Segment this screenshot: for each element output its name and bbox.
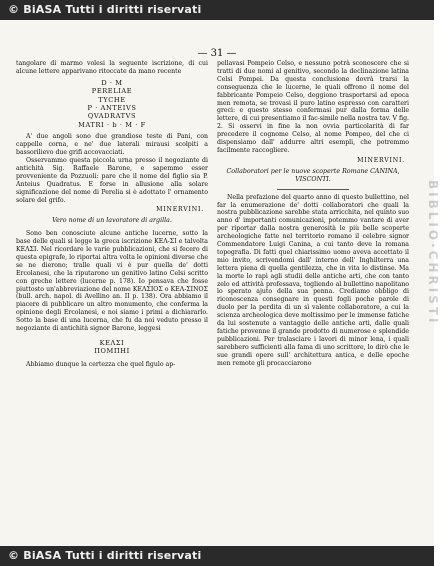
paragraph: Sono ben conosciute alcune antiche lucerne, sotto la base delle quali si legge la greca iscrizione ΚΕΛ-ΣΙ e talvolta ΚΕΛΣΙ. Nel ricordare le varie pubblicazioni, che si fecero di questa epigrafe, lo riportai altra volta le opinioni diverse che se ne dierono; tralle quali vi è pur quella de' dotti Ercolanesi, che la riputarono un genitivo latino Celsi scritto con greche lettere (lucerne p. 178). Io pensava che fosse piuttosto un'abbreviazione del nome ΚΕΛΣΙΟΣ o ΚΕΛ-ΣΙΝΟΣ (bull. arch. napol. di Avellino an. II p. 138). Ora abbiamo il piacere di pubblicare un altro monumento, che conferma la opinione degli Ercolanesi, e noi siamo i primi a dichiararlo. Sotto la base di una lucerna, che fu da noi veduto presso il negoziante di antichità signor Barone, leggesi <box>16 230 208 333</box>
inscription-line: ΚΕΛΣΙ <box>99 339 125 347</box>
copyright-text: © BiASA Tutti i diritti riservati <box>8 3 202 16</box>
copyright-text: © BiASA Tutti i diritti riservati <box>8 549 202 562</box>
paragraph: Osservammo questa piccola urna presso il negoziante di antichità Sig. Raffaele Barone, e sapemmo esser provveniente da Pozzuoli: pare che il nome del figlio sia P. Anteius Quadratus. E forse in allusione alla solare significazione del nome di Perelia si è adottato l' ornamento solare del grifo. <box>16 156 208 204</box>
article-title: Vero nome di un lavoratore di argilla. <box>52 217 172 225</box>
left-column <box>16 60 208 369</box>
author-signature: MINERVINI. <box>357 156 405 164</box>
inscription-line: TYCHE <box>98 95 126 104</box>
paragraph: A' due angoli sono due grandiose teste di Pani, con cappelle corna, e ne' due laterali mirausi scolpiti a bassorilievo due grifi accovacciati. <box>16 133 208 157</box>
page-number: — 31 — <box>197 48 237 59</box>
inscription-line: ΠΟΜΠΗΙ <box>94 347 130 356</box>
paragraph: Nella prefazione del quarto anno di questo bullettino, nel far la enumerazione de' dotti collaboratori che quali la nostra pubblicazione sarebbe stata arricchita, nel quinto suo anno d' importanti comunicazioni, potemmo vantare di aver per riportar dalla nostra generosità le più belle scoperte archeologiche fatte nel territorio romano il celebre signor Commendatore Luigi Canina, a cui tanto deve la romana topografia. Di fatti quel chiarissimo uomo aveva accettato il mio invito, scrivendomi dall' interno dell' Inghilterra una lettera piena di quella gentilezza, che in vita lo distinse. Ma la morte lo rapì agli studii delle antiche arti, che con tanto zelo ed attività professava, togliendo al bullettino napolitano lo sperato ajuto della sua penna. Crediamo obbligo di riconoscenza consegnare in questi fogli poche parole di duolo per la perdita di un sì valente collaboratore, a cui la scienza archeologica deve moltissimo per le immense fatiche da lui sostenute a vantaggio delle antiche arti, dalle quali fatiche provenne il grande prodotto di numerose e splendide pubblicazioni. Per tralasciare i lavori di minor lena, i quali sarebbero sufficienti alla fama di uno scrittore, lo dirò che le sue grandi opere sull' architettura antica, e delle epoche men remote gli procacciarono <box>217 193 409 367</box>
paragraph: pellavasi Pompeio Celso, e nessuno potrà sconoscere che si tratti di due nomi al genitivo, secondo la declinazione latina Celsi Pompei. Da questa conclusione dovrà trarsi la conseguenza che le lucerne, le quali offrono il nome del fabbricante Pompeio Celso, deggiono trasportarsi ad epoca men remota, se trovasi il puro latino espresso con caratteri greci: e questo stesso confermasi pur dalla forma delle lettere, di cui presentiamo il fac-simile nella nostra tav. V fig. 2. Si osservi in fine la non ovvia particolarità di far precedere il cognome Celso, al nome Pompeo, del che ci dispensiamo dall' addurre altri esempli, che potremmo facilmente raccogliere. <box>217 60 409 154</box>
copyright-banner-top <box>0 0 434 20</box>
copyright-banner-bottom <box>0 546 434 566</box>
author-signature: MINERVINI. <box>156 206 204 214</box>
scanned-page <box>0 20 440 546</box>
paragraph: Abbiamo dunque la certezza che quel figulo ap- <box>26 361 176 369</box>
latin-inscription <box>16 79 208 129</box>
inscription-line: P · ANTEIVS <box>87 104 137 113</box>
library-stamp-watermark: BIBLIO·CHRISTI <box>426 180 440 326</box>
article-title: Collaboratori per le nuove scoperte Romane CANINA, VISCONTI. <box>226 167 400 183</box>
divider <box>277 189 349 190</box>
inscription-line: MATRI · b · M · F <box>78 120 146 129</box>
greek-inscription <box>16 339 208 355</box>
inscription-line: PERELIAE <box>91 87 133 96</box>
inscription-line: QVADRATVS <box>87 112 137 121</box>
right-column <box>217 60 409 368</box>
inscription-line: D · M <box>101 78 123 87</box>
paragraph: tangolare di marmo volesi la seguente iscrizione, di cui alcune lettere apparivano ritoccate da mano recente <box>16 60 208 75</box>
